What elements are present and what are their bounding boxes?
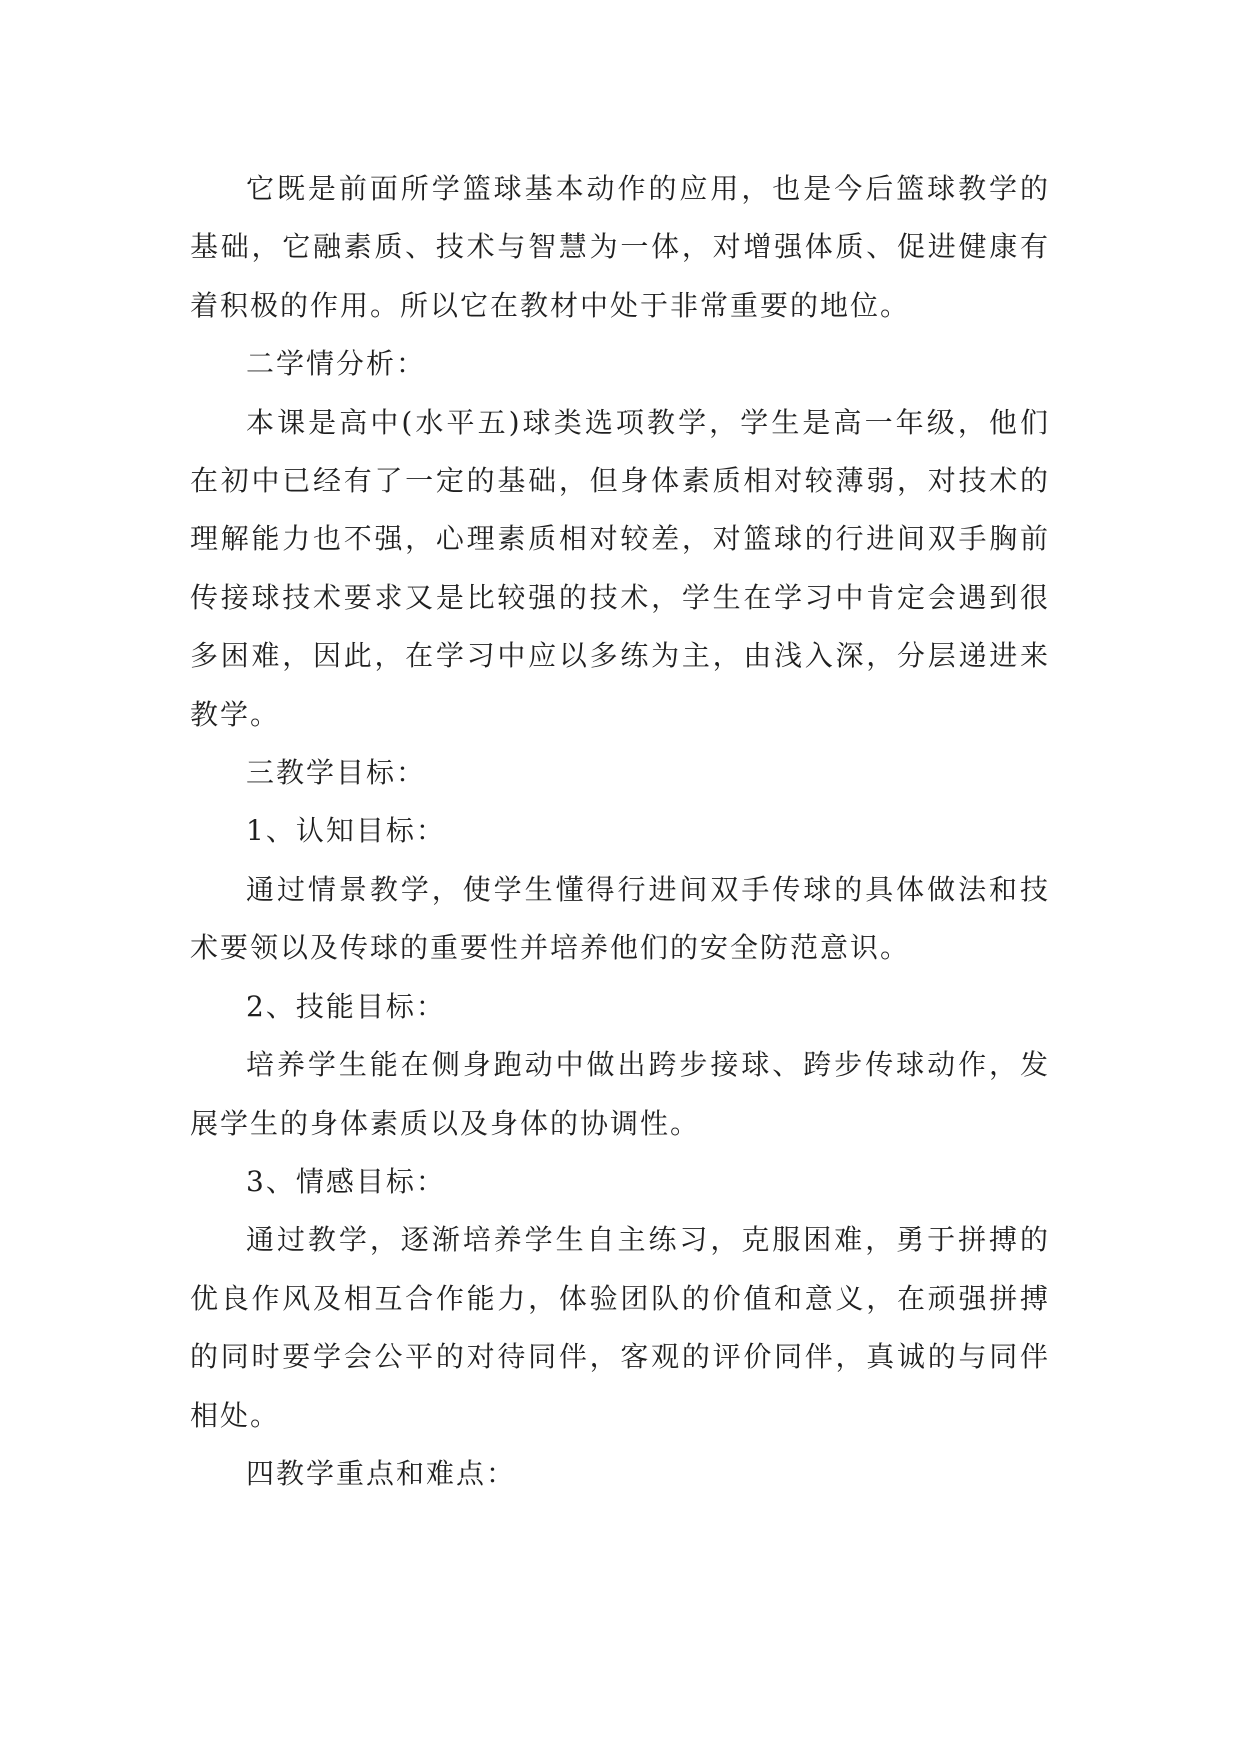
paragraph-learner-analysis: 本课是高中(水平五)球类选项教学，学生是高一年级，他们在初中已经有了一定的基础，但身体素质相对较薄弱，对技术的理解能力也不强，心理素质相对较差，对篮球的行进间双手胸前传接球技术要求又是比较强的技术，学生在学习中肯定会遇到很多困难，因此，在学习中应以多练为主，由浅入深，分层递进来教学。: [190, 405, 1050, 731]
heading-skill-objective: 2、技能目标：: [246, 989, 446, 1023]
heading-teaching-objectives: 三教学目标：: [246, 756, 427, 790]
heading-key-points: 四教学重点和难点：: [246, 1456, 517, 1490]
paragraph-skill-objective: 培养学生能在侧身跑动中做出跨步接球、跨步传球动作，发展学生的身体素质以及身体的协调性。: [190, 1048, 1050, 1140]
paragraph-affective-objective: 通过教学，逐渐培养学生自主练习，克服困难，勇于拼搏的优良作风及相互合作能力，体验团队的价值和意义，在顽强拼搏的同时要学会公平的对待同伴，客观的评价同伴，真诚的与同伴相处。: [190, 1223, 1050, 1432]
paragraph-cognitive-objective: 通过情景教学，使学生懂得行进间双手传球的具体做法和技术要领以及传球的重要性并培养他们的安全防范意识。: [190, 872, 1050, 965]
document-body: [190, 160, 1050, 1503]
heading-learner-analysis: 二学情分析：: [246, 347, 427, 381]
paragraph-intro: 它既是前面所学篮球基本动作的应用，也是今后篮球教学的基础，它融素质、技术与智慧为一体，对增强体质、促进健康有着积极的作用。所以它在教材中处于非常重要的地位。: [190, 172, 1050, 322]
heading-cognitive-objective: 1、认知目标：: [246, 814, 446, 848]
heading-affective-objective: 3、情感目标：: [246, 1164, 446, 1198]
